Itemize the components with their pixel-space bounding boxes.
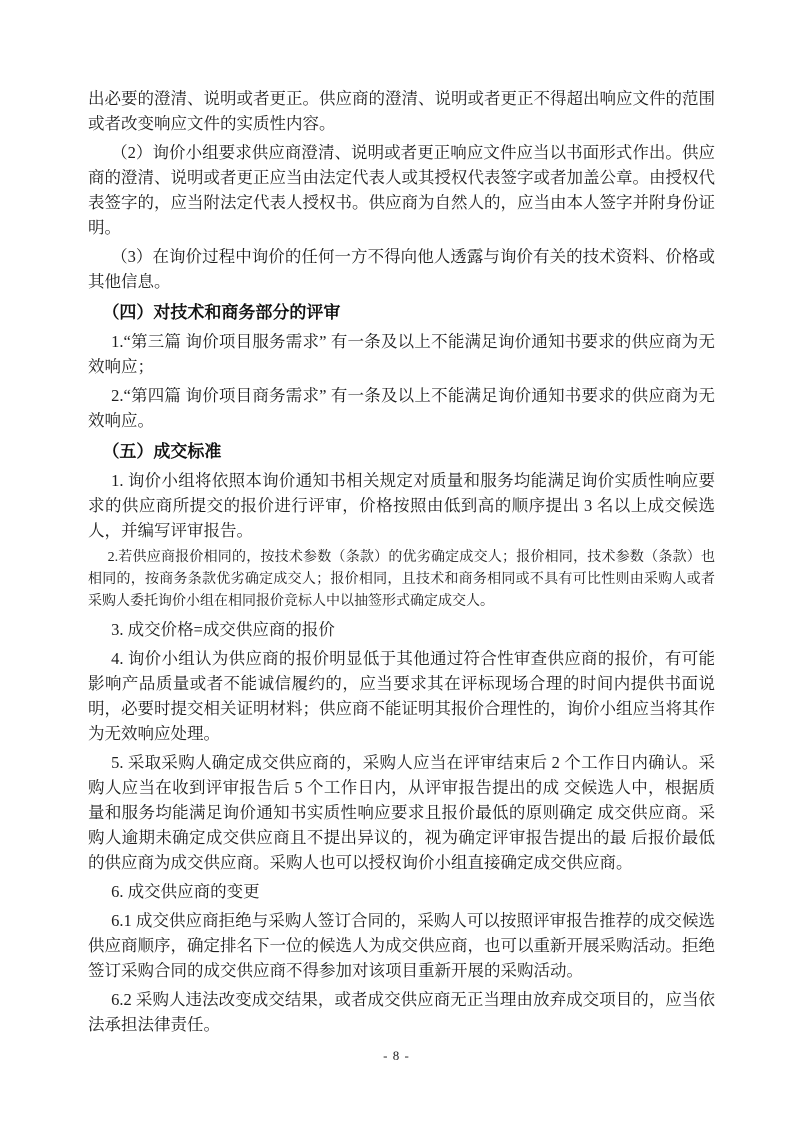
paragraph-section5-item-6-2: 6.2 采购人违法改变成交结果，或者成交供应商无正当理由放弃成交项目的，应当依法承担法律责任。	[88, 990, 715, 1034]
paragraph-clarification-continued: 出必要的澄清、说明或者更正。供应商的澄清、说明或者更正不得超出响应文件的范围或者改变响应文件的实质性内容。	[88, 89, 715, 133]
paragraph-section5-item-6-1: 6.1 成交供应商拒绝与采购人签订合同的，采购人可以按照评审报告推荐的成交候选供应商顺序，确定排名下一位的候选人为成交供应商，也可以重新开展采购活动。拒绝签订采购合同的成交供应商不得参加对该项目重新开展的采购活动。	[88, 911, 715, 980]
paragraph-section5-item-3: 3. 成交价格=成交供应商的报价	[111, 620, 335, 639]
paragraph-section5-item-1: 1. 询价小组将依照本询价通知书相关规定对质量和服务均能满足询价实质性响应要求的供应商所提交的报价进行评审，价格按照由低到高的顺序提出 3 名以上成交候选人，并编写评审报告。	[88, 471, 715, 540]
paragraph-section5-item-5: 5. 采取采购人确定成交供应商的，采购人应当在评审结束后 2 个工作日内确认。采购人应当在收到评审报告后 5 个工作日内，从评审报告提出的成 交候选人中，根据质量和服务均能满足询价通知书实质性响应要求且报价最低的原则确定 成交供应商。采购人逾期未确定成交供应商且不提出异议的，视为确定评审报告提出的最 后报价最低的供应商为成交供应商。采购人也可以授权询价小组直接确定成交供应商。	[88, 753, 715, 872]
paragraph-item-2: （2）询价小组要求供应商澄清、说明或者更正响应文件应当以书面形式作出。供应商的澄清、说明或者更正应当由法定代表人或其授权代表签字或者加盖公章。由授权代表签字的，应当附法定代表人授权书。供应商为自然人的，应当由本人签字并附身份证明。	[88, 143, 715, 237]
paragraph-section5-item-6: 6. 成交供应商的变更	[111, 882, 260, 901]
section-heading-5: （五）成交标准	[102, 442, 222, 461]
paragraph-item-3: （3）在询价过程中询价的任何一方不得向他人透露与询价有关的技术资料、价格或其他信息。	[88, 247, 715, 291]
document-body	[88, 86, 715, 1041]
paragraph-section4-item-1: 1.“第三篇 询价项目服务需求” 有一条及以上不能满足询价通知书要求的供应商为无效响应；	[88, 332, 715, 376]
paragraph-section5-item-2: 2.若供应商报价相同的，按技术参数（条款）的优劣确定成交人；报价相同，技术参数（条款）也相同的，按商务条款优劣确定成交人；报价相同，且技术和商务相同或不具有可比性则由采购人或者采购人委托询价小组在相同报价竞标人中以抽签形式确定成交人。	[88, 550, 715, 609]
section-heading-4: （四）对技术和商务部分的评审	[102, 303, 341, 322]
page-number: - 8 -	[383, 1048, 410, 1063]
paragraph-section4-item-2: 2.“第四篇 询价项目商务需求” 有一条及以上不能满足询价通知书要求的供应商为无效响应。	[88, 386, 715, 430]
paragraph-section5-item-4: 4. 询价小组认为供应商的报价明显低于其他通过符合性审查供应商的报价，有可能影响产品质量或者不能诚信履约的，应当要求其在评标现场合理的时间内提供书面说明，必要时提交相关证明材料；供应商不能证明其报价合理性的，询价小组应当将其作为无效响应处理。	[88, 649, 715, 743]
